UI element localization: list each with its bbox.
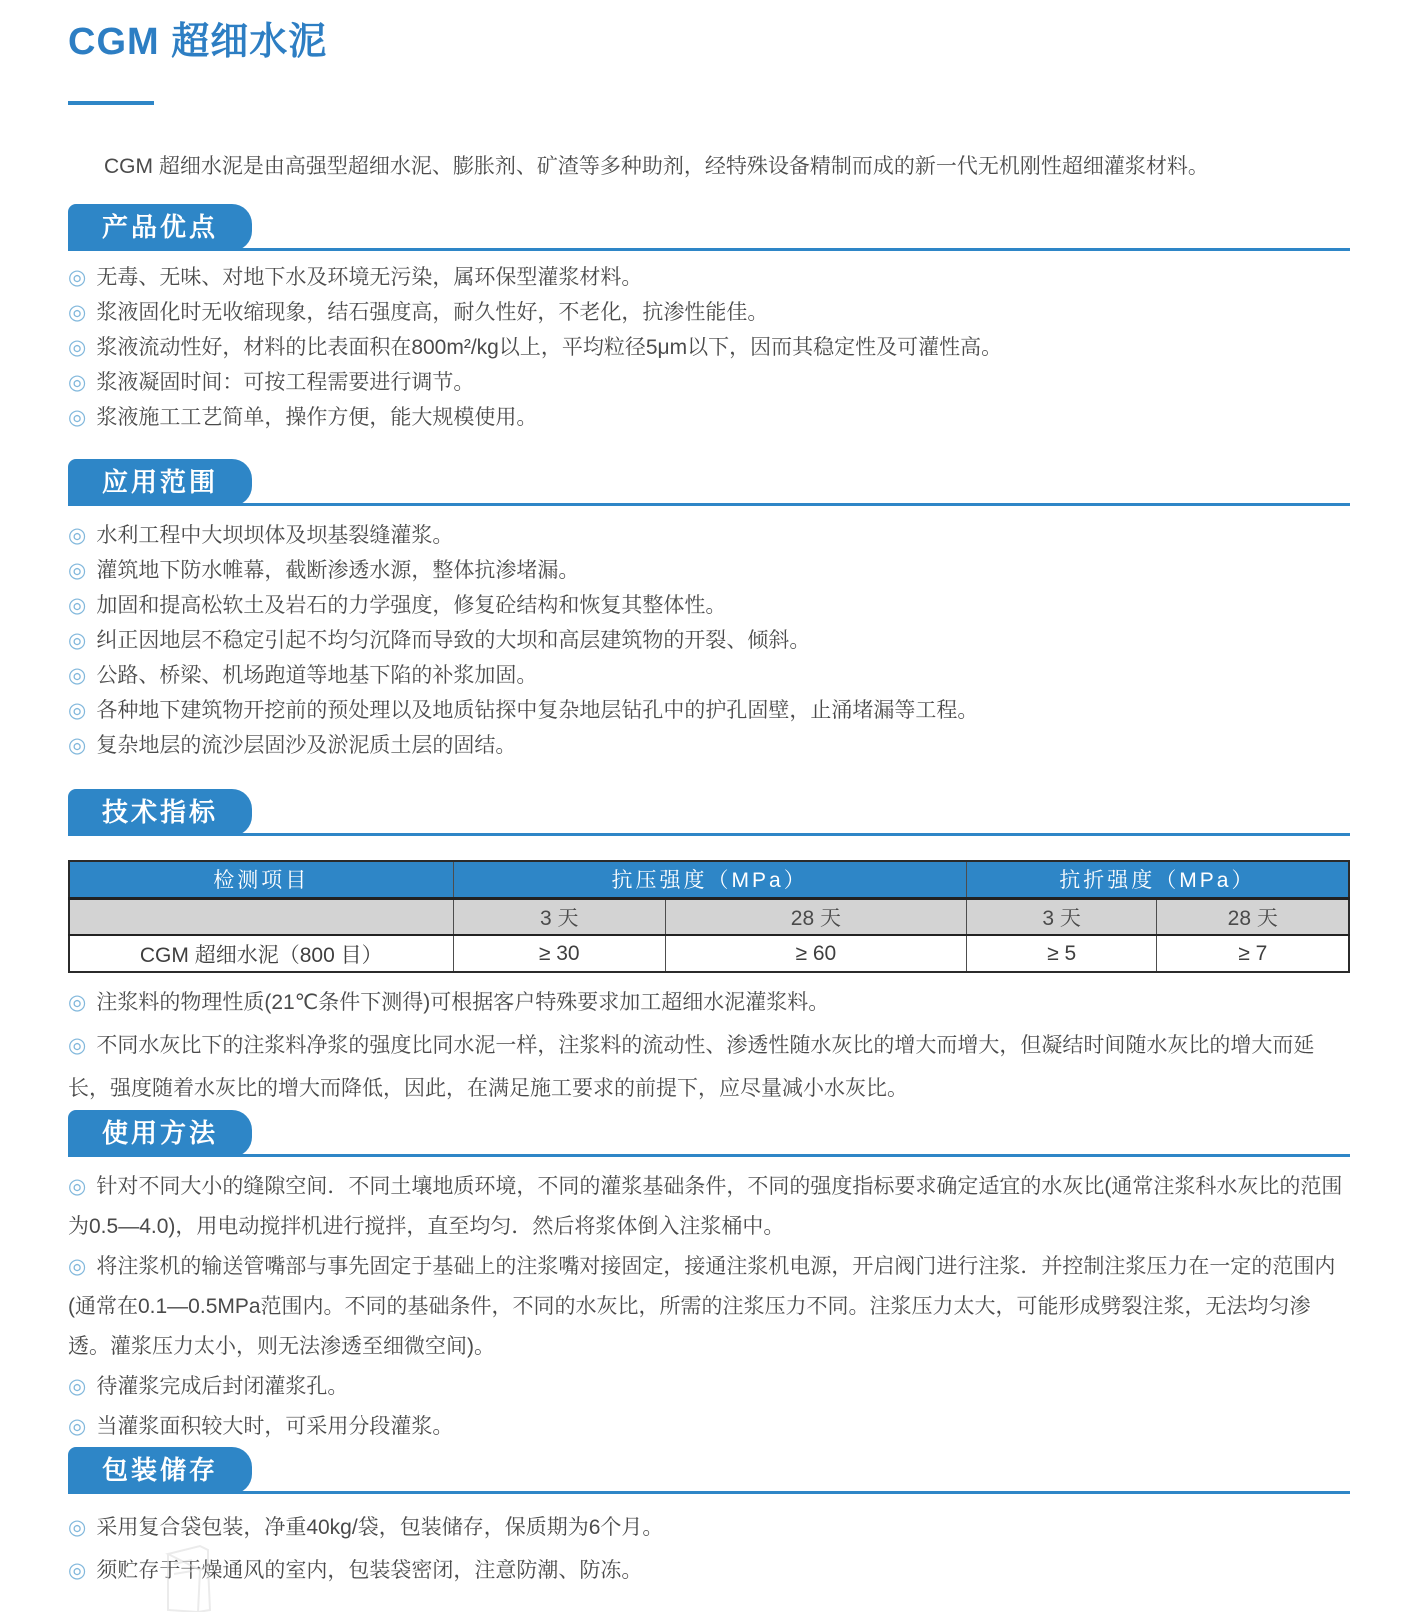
list-item: [68, 1407, 1350, 1447]
title-underline: [68, 101, 154, 105]
bullet-text: 各种地下建筑物开挖前的预处理以及地质钻探中复杂地层钻孔中的护孔固壁，止涌堵漏等工程。: [96, 699, 979, 722]
section-technical-heading: 技术指标: [68, 789, 252, 836]
list-item: [68, 1024, 1350, 1110]
table-header-item: 检测项目: [69, 861, 453, 898]
bullet-text: 注浆料的物理性质(21℃条件下测得)可根据客户特殊要求加工超细水泥灌浆料。: [96, 991, 830, 1014]
list-item: [68, 1549, 1350, 1592]
bullet-text: 待灌浆完成后封闭灌浆孔。: [96, 1375, 349, 1398]
bullet-text: 浆液流动性好，材料的比表面积在800m²/kg以上，平均粒径5μm以下，因而其稳定性及可灌性高。: [96, 336, 1003, 359]
bullet-icon: ◎: [68, 371, 87, 394]
bullet-icon: ◎: [68, 734, 87, 757]
section-advantages-header: [68, 204, 1350, 251]
list-item: [68, 518, 1350, 553]
table-subheader-3d: 3 天: [966, 898, 1157, 935]
section-underline: [68, 248, 1350, 251]
applications-list: [68, 518, 1350, 763]
section-underline: [68, 1154, 1350, 1157]
bullet-text: 不同水灰比下的注浆料净浆的强度比同水泥一样，注浆料的流动性、渗透性随水灰比的增大而增大，但凝结时间随水灰比的增大而延长，强度随着水灰比的增大而降低，因此，在满足施工要求的前提下，应尽量减小水灰比。: [68, 1034, 1315, 1100]
bullet-icon: ◎: [68, 1375, 87, 1398]
technical-notes-list: [68, 981, 1350, 1110]
list-item: [68, 553, 1350, 588]
bullet-icon: ◎: [68, 1516, 87, 1539]
section-underline: [68, 833, 1350, 836]
list-item: [68, 623, 1350, 658]
spec-table-data-row: [69, 935, 1349, 972]
bullet-text: 纠正因地层不稳定引起不均匀沉降而导致的大坝和高层建筑物的开裂、倾斜。: [96, 629, 811, 652]
bullet-text: 无毒、无味、对地下水及环境无污染，属环保型灌浆材料。: [96, 266, 643, 289]
bullet-text: 针对不同大小的缝隙空间．不同土壤地质环境，不同的灌浆基础条件，不同的强度指标要求确定适宜的水灰比(通常注浆科水灰比的范围为0.5—4.0)，用电动搅拌机进行搅拌，直至均匀．然后将浆体倒入注浆桶中。: [68, 1175, 1343, 1238]
bullet-icon: ◎: [68, 1175, 87, 1198]
bullet-text: 加固和提高松软土及岩石的力学强度，修复砼结构和恢复其整体性。: [96, 594, 727, 617]
table-subheader-3d: 3 天: [453, 898, 665, 935]
section-usage-header: [68, 1110, 1350, 1157]
bullet-icon: ◎: [68, 559, 87, 582]
bullet-text: 当灌浆面积较大时，可采用分段灌浆。: [96, 1415, 454, 1438]
packaging-list: [68, 1506, 1350, 1592]
bullet-icon: ◎: [68, 629, 87, 652]
section-advantages-heading: 产品优点: [68, 204, 252, 251]
bullet-icon: ◎: [68, 991, 87, 1014]
spec-table-header-row: [69, 861, 1349, 898]
intro-paragraph: CGM 超细水泥是由高强型超细水泥、膨胀剂、矿渣等多种助剂，经特殊设备精制而成的新一代无机刚性超细灌浆材料。: [104, 155, 1209, 178]
bullet-icon: ◎: [68, 594, 87, 617]
table-subheader-28d: 28 天: [1157, 898, 1349, 935]
bullet-text: 复杂地层的流沙层固沙及淤泥质土层的固结。: [96, 734, 517, 757]
list-item: [68, 400, 1350, 435]
bullet-text: 采用复合袋包装，净重40kg/袋，包装储存，保质期为6个月。: [96, 1516, 664, 1539]
table-header-compressive: 抗压强度（MPa）: [453, 861, 966, 898]
bullet-icon: ◎: [68, 266, 87, 289]
table-cell-value: ≥ 7: [1157, 935, 1349, 972]
section-applications-heading: 应用范围: [68, 459, 252, 506]
bullet-icon: ◎: [68, 664, 87, 687]
list-item: [68, 295, 1350, 330]
page-title: CGM 超细水泥: [68, 21, 328, 63]
bullet-text: 将注浆机的输送管嘴部与事先固定于基础上的注浆嘴对接固定，接通注浆机电源，开启阀门进行注浆．并控制注浆压力在一定的范围内(通常在0.1—0.5MPa范围内。不同的基础条件，不同的水灰比，所需的注浆压力不同。注浆压力太大，可能形成劈裂注浆，无法均匀渗透。灌浆压力太小，则无法渗透至细微空间)。: [68, 1255, 1336, 1358]
list-item: [68, 1247, 1350, 1367]
bullet-icon: ◎: [68, 524, 87, 547]
section-underline: [68, 1491, 1350, 1494]
table-cell-product-name: CGM 超细水泥（800 目）: [69, 935, 453, 972]
list-item: [68, 365, 1350, 400]
bullet-text: 公路、桥梁、机场跑道等地基下陷的补浆加固。: [96, 664, 538, 687]
bullet-text: 浆液施工工艺简单，操作方便，能大规模使用。: [96, 406, 538, 429]
list-item: [68, 330, 1350, 365]
list-item: [68, 588, 1350, 623]
section-underline: [68, 503, 1350, 506]
bullet-icon: ◎: [68, 336, 87, 359]
bullet-icon: ◎: [68, 1559, 87, 1582]
bullet-text: 浆液凝固时间：可按工程需要进行调节。: [96, 371, 475, 394]
list-item: [68, 728, 1350, 763]
bullet-icon: ◎: [68, 1415, 87, 1438]
table-cell-value: ≥ 60: [665, 935, 966, 972]
table-cell-value: ≥ 5: [966, 935, 1157, 972]
table-cell-value: ≥ 30: [453, 935, 665, 972]
section-applications-header: [68, 459, 1350, 506]
bullet-text: 水利工程中大坝坝体及坝基裂缝灌浆。: [96, 524, 454, 547]
bullet-icon: ◎: [68, 301, 87, 324]
section-packaging-header: [68, 1447, 1350, 1494]
advantages-list: [68, 260, 1350, 435]
usage-list: [68, 1167, 1350, 1447]
bullet-icon: ◎: [68, 406, 87, 429]
list-item: [68, 1367, 1350, 1407]
faint-bag-sketch: [148, 1540, 240, 1612]
bullet-text: 浆液固化时无收缩现象，结石强度高，耐久性好，不老化，抗渗性能佳。: [96, 301, 769, 324]
bullet-icon: ◎: [68, 1255, 87, 1278]
list-item: [68, 981, 1350, 1024]
section-packaging-heading: 包装储存: [68, 1447, 252, 1494]
table-header-flexural: 抗折强度（MPa）: [966, 861, 1349, 898]
bullet-text: 须贮存于干燥通风的室内，包装袋密闭，注意防潮、防冻。: [96, 1559, 643, 1582]
list-item: [68, 1506, 1350, 1549]
bullet-icon: ◎: [68, 699, 87, 722]
list-item: [68, 260, 1350, 295]
bullet-icon: ◎: [68, 1034, 87, 1057]
list-item: [68, 1167, 1350, 1247]
spec-table: [68, 860, 1350, 973]
section-technical-header: [68, 789, 1350, 836]
section-usage-heading: 使用方法: [68, 1110, 252, 1157]
table-subheader-empty: [69, 898, 453, 935]
bullet-text: 灌筑地下防水帷幕，截断渗透水源，整体抗渗堵漏。: [96, 559, 580, 582]
list-item: [68, 658, 1350, 693]
spec-table-subheader-row: [69, 898, 1349, 935]
list-item: [68, 693, 1350, 728]
table-subheader-28d: 28 天: [665, 898, 966, 935]
